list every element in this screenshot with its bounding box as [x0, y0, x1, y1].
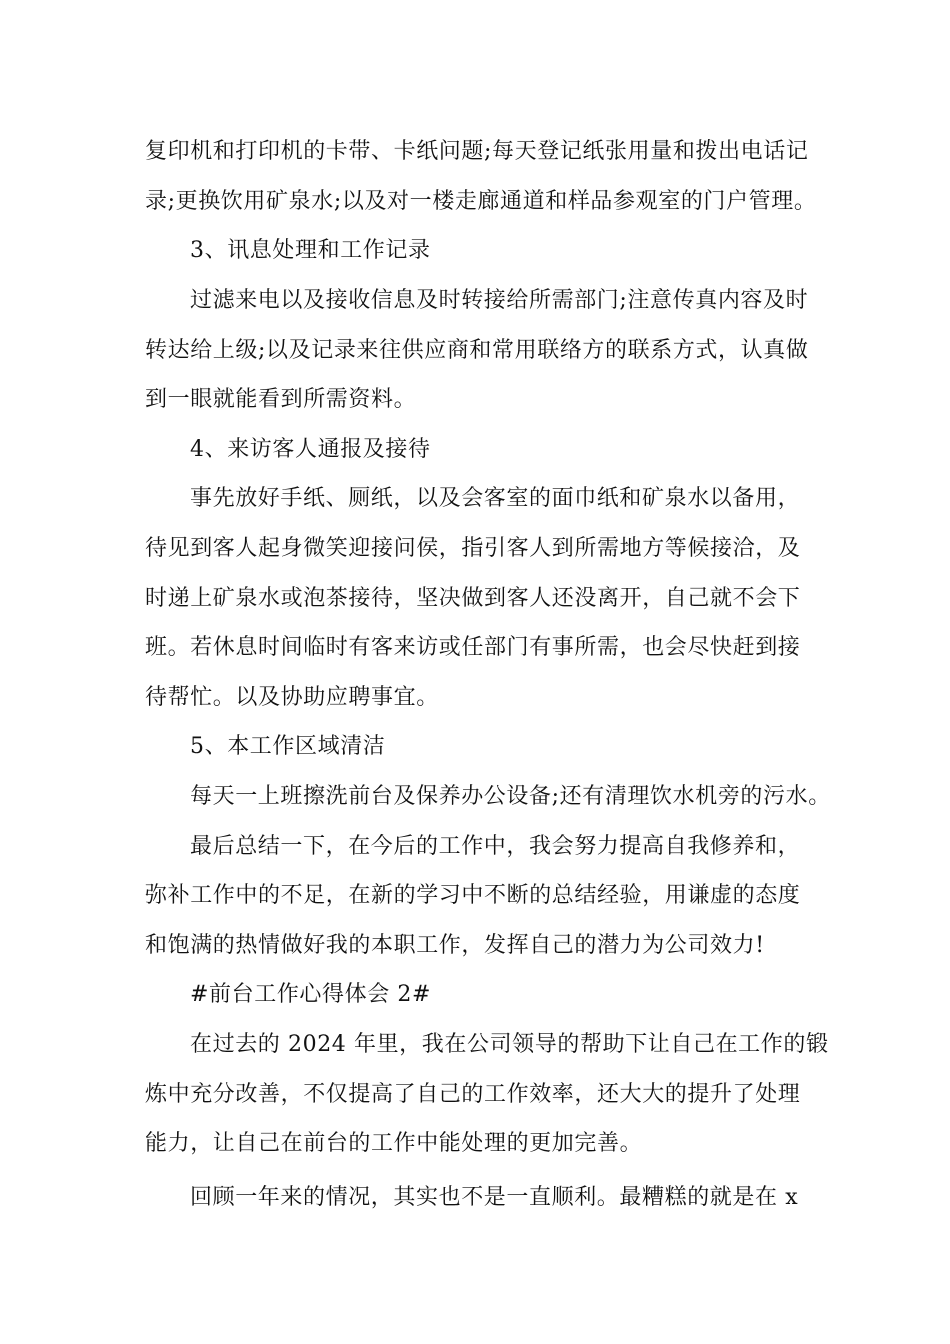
section-heading: 4、来访客人通报及接待: [190, 437, 431, 462]
text-line: 每天一上班擦洗前台及保养办公设备;还有清理饮水机旁的污水。: [190, 784, 831, 809]
text-line: 最后总结一下，在今后的工作中，我会努力提高自我修养和，: [190, 834, 801, 859]
text-line: 转达给上级;以及记录来往供应商和常用联络方的联系方式，认真做: [145, 338, 809, 363]
section-heading: 5、本工作区域清洁: [190, 734, 386, 759]
text-line: 过滤来电以及接收信息及时转接给所需部门;注意传真内容及时: [190, 288, 809, 313]
text-line: 录;更换饮用矿泉水;以及对一楼走廊通道和样品参观室的门户管理。: [145, 189, 817, 214]
text-line: 时递上矿泉水或泡茶接待，坚决做到客人还没离开，自己就不会下: [145, 586, 801, 611]
section-title: #前台工作心得体会 2#: [190, 982, 432, 1007]
text-line: 待见到客人起身微笑迎接问侯，指引客人到所需地方等候接洽，及: [145, 536, 801, 561]
text-line: 弥补工作中的不足，在新的学习中不断的总结经验，用谦虚的态度: [145, 883, 801, 908]
section-heading: 3、讯息处理和工作记录: [190, 238, 431, 263]
text-line: 到一眼就能看到所需资料。: [145, 387, 417, 412]
text-line: 复印机和打印机的卡带、卡纸问题;每天登记纸张用量和拨出电话记: [145, 139, 809, 164]
text-line: 和饱满的热情做好我的本职工作，发挥自己的潜力为公司效力!: [145, 933, 765, 958]
text-line: 炼中充分改善，不仅提高了自己的工作效率，还大大的提升了处理: [145, 1082, 801, 1107]
text-line: 班。若休息时间临时有客来访或任部门有事所需，也会尽快赶到接: [145, 635, 801, 660]
text-line: 事先放好手纸、厕纸，以及会客室的面巾纸和矿泉水以备用，: [190, 486, 801, 511]
text-line: 在过去的 2024 年里，我在公司领导的帮助下让自己在工作的锻: [190, 1032, 829, 1057]
text-line: 待帮忙。以及协助应聘事宜。: [145, 685, 439, 710]
text-line: 能力，让自己在前台的工作中能处理的更加完善。: [145, 1131, 643, 1156]
text-line: 回顾一年来的情况，其实也不是一直顺利。最糟糕的就是在 x: [190, 1185, 799, 1210]
